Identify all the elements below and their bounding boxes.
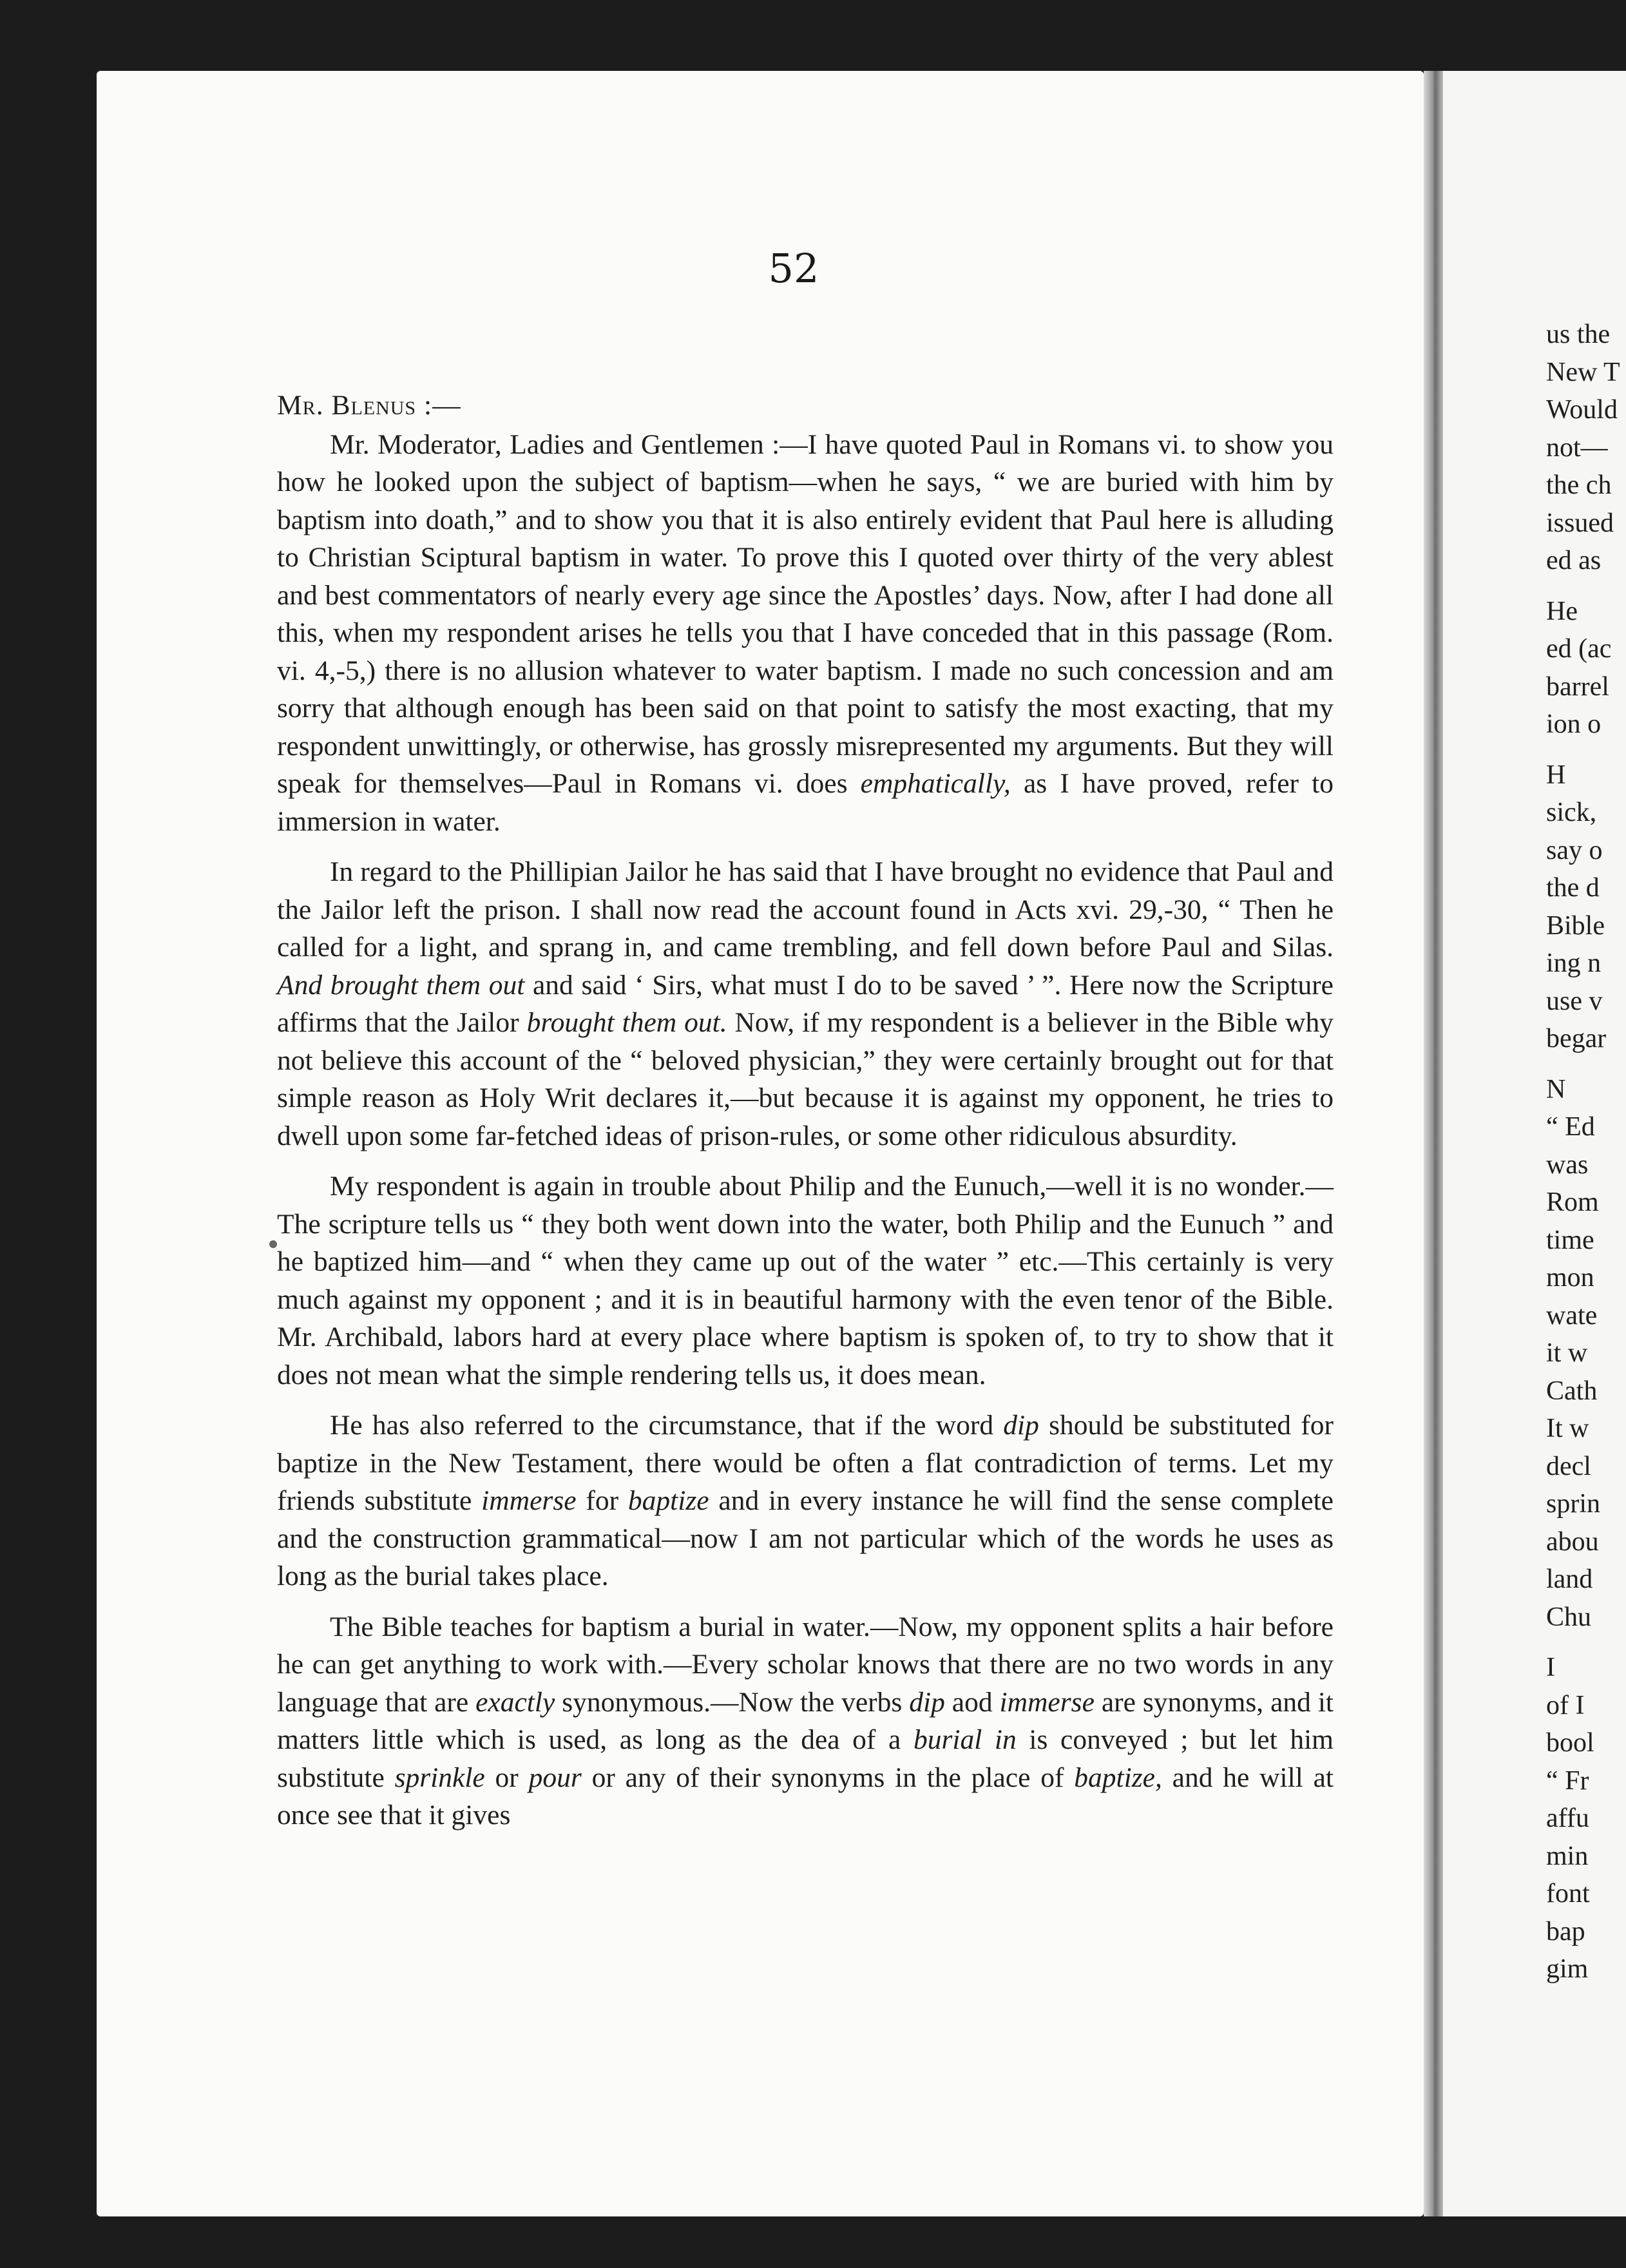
right-page-line: gim — [1546, 1954, 1589, 1984]
right-page-line: N — [1546, 1074, 1566, 1104]
right-page-line: bap — [1546, 1916, 1585, 1946]
right-page-line: decl — [1546, 1451, 1591, 1481]
text-run: In regard to the Phillipian Jailor he has said that I have brought no evidence that Paul and the Jailor left the prison. I shall now read the account found in Acts xvi. 29,-30, “ Then he called for a light, and sprang in, and came trembling, and fell down before Paul and Silas. — [277, 856, 1334, 963]
right-page-line: sick, — [1546, 798, 1597, 827]
italic-phrase: sprinkle — [394, 1762, 485, 1793]
right-page-line: use v — [1546, 986, 1603, 1016]
right-page-line: say o — [1546, 835, 1603, 865]
italic-phrase: brought them out. — [526, 1007, 727, 1038]
italic-phrase: immerse — [999, 1686, 1095, 1718]
italic-phrase: baptize — [627, 1485, 709, 1516]
text-run: or any of their synonyms in the place of — [581, 1762, 1075, 1793]
right-page-line: min — [1546, 1841, 1589, 1871]
paragraph-gap — [1546, 1058, 1626, 1071]
right-page-line: us the — [1546, 320, 1611, 349]
italic-phrase: dip — [909, 1686, 945, 1718]
text-run: and in every instance he will find the sense complete and the construction grammatical—now I am not particular which of the words he uses as long as the burial takes place. — [277, 1485, 1334, 1591]
right-page-line: Chu — [1546, 1602, 1592, 1632]
right-page-line: Rom — [1546, 1187, 1599, 1217]
right-page-line: Cath — [1546, 1376, 1598, 1406]
text-run: He has also referred to the circumstance, that if the word — [330, 1410, 1004, 1441]
right-page-line: land — [1546, 1564, 1593, 1594]
italic-phrase: dip — [1003, 1410, 1039, 1441]
text-run: and said ‘ Sirs, what must I do to be saved ’ ”. Here now the Scripture affirms that the Jailor — [277, 969, 1334, 1038]
right-page-line: bool — [1546, 1728, 1594, 1758]
paragraph-container — [277, 426, 1334, 1834]
text-run: My respondent is again in trouble about Philip and the Eunuch,—well it is no wonder.—The scripture tells us “ they both went down into the water, both Philip and the Eunuch ” and he baptized him—and “ when they came up out of the water ” etc.—This certainly is very much against my opponent ; and it is in beautiful harmony with the even tenor of the Bible. Mr. Archibald, labors hard at every place where baptism is spoken of, to try to show that it does not mean what the simple rendering tells us, it does mean. — [277, 1171, 1334, 1390]
italic-phrase: And brought them out — [277, 969, 525, 1001]
right-page-line: barrel — [1546, 671, 1609, 702]
text-run: The Bible teaches for baptism a burial in water.—Now, my opponent splits a hair before he can get anything to work with.—Every scholar knows that there are no two words in any language that are — [277, 1611, 1334, 1718]
right-page-line: ed (ac — [1546, 634, 1612, 664]
right-page-line: ed as — [1546, 546, 1602, 575]
right-page-line: wate — [1546, 1300, 1598, 1331]
right-page-line: Bible — [1546, 910, 1605, 941]
body-paragraph — [277, 426, 1334, 841]
text-run: and he will at once see that it gives — [277, 1762, 1334, 1831]
text-run: Now, if my respondent is a believer in the Bible why not believe this account of the “ beloved physician,” they were certainly brought out for that simple reason as Holy Writ declares it,—but because it is against my opponent, he tries to dwell upon some far-fetched ideas of prison-rules, or some other ridiculous absurdity. — [277, 1007, 1334, 1151]
speaker-heading: Mr. Blenus :— — [277, 390, 461, 421]
body-paragraph — [277, 1608, 1334, 1834]
right-page-line: ing n — [1546, 948, 1602, 978]
italic-phrase: exactly — [475, 1686, 555, 1718]
right-page-line: H — [1546, 760, 1566, 790]
italic-phrase: immerse — [481, 1485, 577, 1516]
text-run: should be substituted for baptize in the New Testament, there would be often a flat contradiction of terms. Let my friends substitute — [277, 1410, 1334, 1516]
right-page-line: He — [1546, 596, 1578, 626]
right-page-line: abou — [1546, 1526, 1599, 1557]
right-page-line: ion o — [1546, 709, 1602, 739]
right-page-line: begar — [1546, 1024, 1607, 1053]
right-page-line: it w — [1546, 1338, 1588, 1368]
text-run: as I have proved, refer to immersion in water. — [277, 768, 1334, 837]
page-number: 52 — [768, 245, 819, 292]
right-page-line: the d — [1546, 873, 1600, 903]
ink-speck — [269, 1240, 277, 1248]
book-gutter — [1424, 71, 1443, 2216]
right-page-line: Would — [1546, 395, 1618, 425]
right-page-line: mon — [1546, 1263, 1594, 1293]
text-run: synonymous.—Now the verbs — [555, 1686, 910, 1718]
italic-phrase: baptize, — [1074, 1762, 1162, 1793]
right-page-line: It w — [1546, 1414, 1589, 1443]
right-page-line: I — [1546, 1653, 1555, 1682]
right-page-line: “ Fr — [1546, 1765, 1589, 1796]
right-page-line: font — [1546, 1879, 1590, 1908]
paragraph-gap — [1546, 744, 1626, 756]
right-page-line: not— — [1546, 432, 1608, 463]
text-run: aod — [944, 1686, 1000, 1718]
text-run: is conveyed ; but let him substitute — [277, 1724, 1334, 1793]
right-page-line: of I — [1546, 1690, 1585, 1720]
right-page-line: time — [1546, 1225, 1594, 1255]
text-run: are synonyms, and it matters little which is used, as long as the dea of a — [277, 1686, 1334, 1755]
paragraph-gap — [1546, 1636, 1626, 1649]
italic-phrase: burial in — [913, 1724, 1017, 1755]
right-page-line: was — [1546, 1149, 1589, 1180]
right-page-line: the ch — [1546, 470, 1612, 500]
italic-phrase: pour — [528, 1762, 582, 1793]
body-paragraph — [277, 853, 1334, 1155]
right-page-line: New T — [1546, 357, 1620, 387]
paragraph-gap — [1546, 580, 1626, 593]
text-run: for — [576, 1485, 628, 1516]
right-page-line: issued — [1546, 508, 1614, 538]
italic-phrase: emphatically, — [860, 768, 1011, 799]
right-page-line: “ Ed — [1546, 1112, 1595, 1142]
right-page-line: affu — [1546, 1803, 1589, 1833]
body-paragraph — [277, 1168, 1334, 1394]
right-page-line: sprin — [1546, 1489, 1600, 1519]
body-paragraph — [277, 1407, 1334, 1595]
text-run: Mr. Moderator, Ladies and Gentlemen :—I have quoted Paul in Romans vi. to show you how he looked upon the subject of baptism—when he says, “ we are buried with him by baptism into doath,” and to show you that it is also entirely evident that Paul here is alluding to Christian Sciptural baptism in water. To prove this I quoted over thirty of the very ablest and best commentators of nearly every age since the Apostles’ days. Now, after I had done all this, when my respondent arises he tells you that I have conceded that in this passage (Rom. vi. 4,-5,) there is no allusion whatever to water baptism. I made no such concession and am sorry that although enough has been said on that point to satisfy the most exacting, that my respondent unwittingly, or otherwise, has grossly misrepresented my arguments. But they will speak for themselves—Paul in Romans vi. does — [277, 428, 1334, 799]
right-page-text-fragments — [1546, 316, 1626, 1988]
body-text — [277, 387, 1334, 1847]
text-run: or — [484, 1762, 529, 1793]
